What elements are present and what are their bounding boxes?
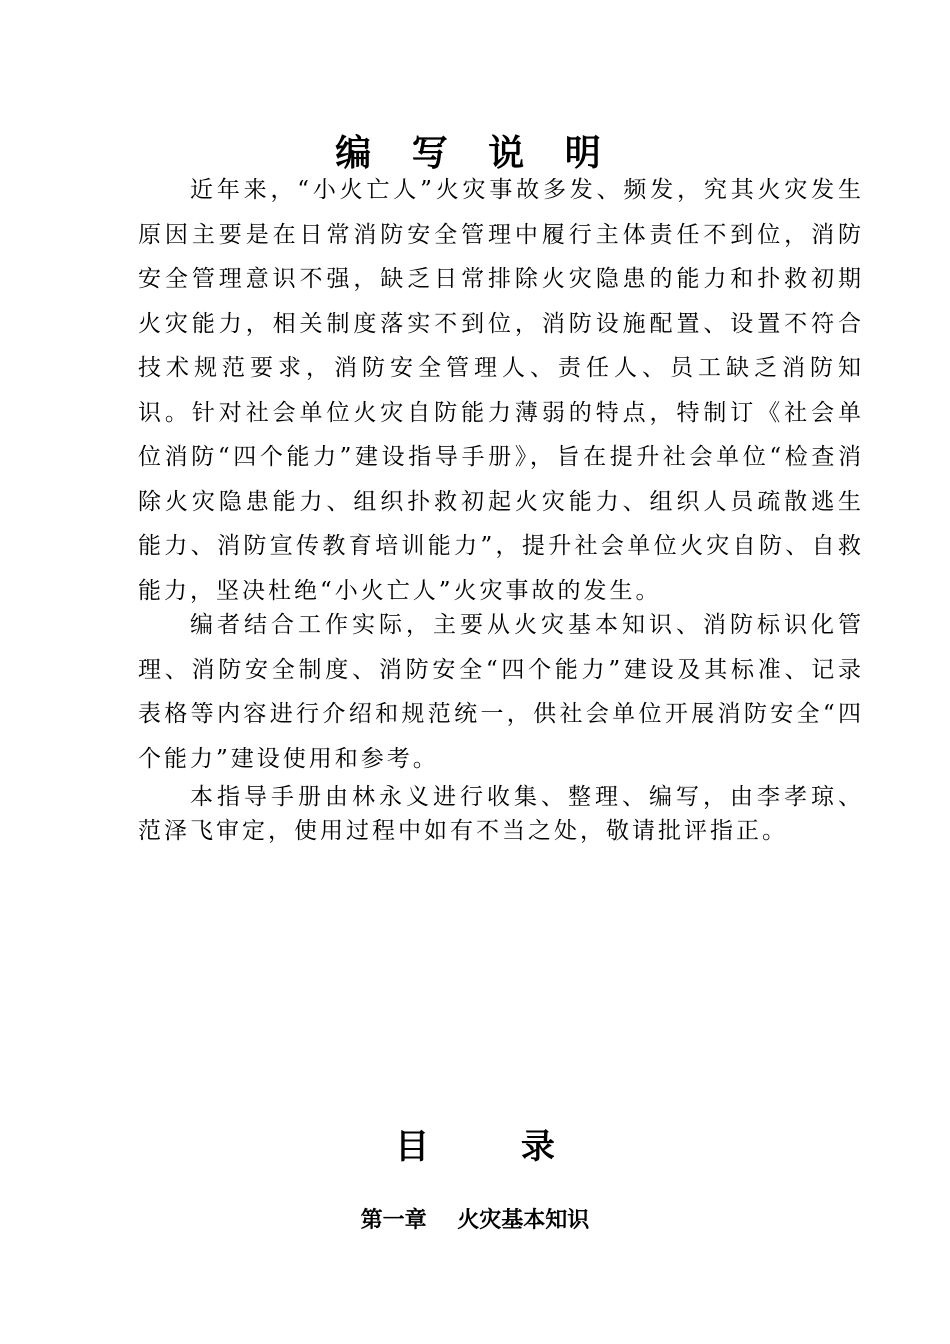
preface-paragraph-1: 近年来，“小火亡人”火灾事故多发、频发，究其火灾发生原因主要是在日常消防安全管理中履行主体责任不到位，消防安全管理意识不强，缺乏日常排除火灾隐患的能力和扑救初期火灾能力，相关制度落实不到位，消防设施配置、设置不符合技术规范要求，消防安全管理人、责任人、员工缺乏消防知识。针对社会单位火灾自防能力薄弱的特点，特制订《社会单位消防“四个能力”建设指导手册》，旨在提升社会单位“检查消除火灾隐患能力、组织扑救初起火灾能力、组织人员疏散逃生能力、消防宣传教育培训能力”，提升社会单位火灾自防、自救能力，坚决杜绝“小火亡人”火灾事故的发生。 bbox=[138, 177, 864, 604]
toc-title: 目 录 bbox=[395, 1127, 595, 1167]
preface-title: 编 写 说 明 bbox=[335, 133, 615, 174]
preface-paragraph-2: 编者结合工作实际，主要从火灾基本知识、消防标识化管理、消防安全制度、消防安全“四个能力”建设及其标准、记录表格等内容进行介绍和规范统一，供社会单位开展消防安全“四个能力”建设使用和参考。 bbox=[138, 612, 864, 772]
preface-paragraph-3: 本指导手册由林永义进行收集、整理、编写，由李孝琼、范泽飞审定，使用过程中如有不当之处，敬请批评指正。 bbox=[138, 784, 864, 844]
toc-chapter-1[interactable]: 第一章 火灾基本知识 bbox=[360, 1208, 590, 1233]
